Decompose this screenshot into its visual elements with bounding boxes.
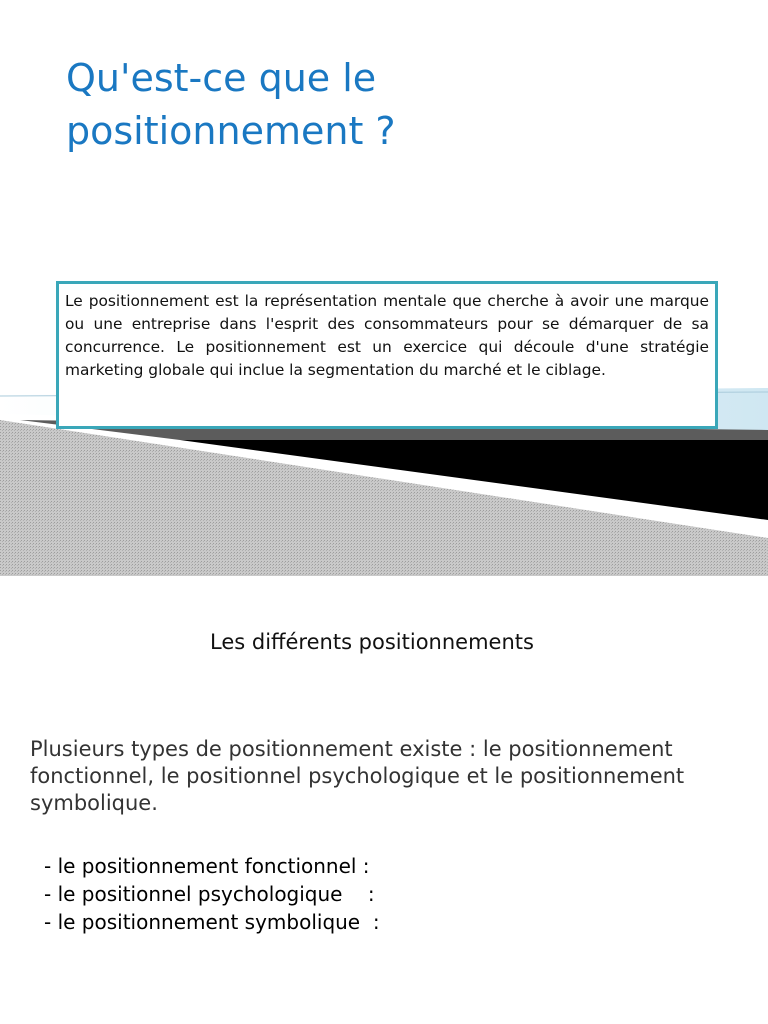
definition-text: Le positionnement est la représentation mentale que cherche à avoir une marque ou une entreprise dans l'esprit des consommateurs pour se démarquer de sa concurrence. Le positionnement est un exercice qui découle d'une stratégie marketing globale qui inclue la segmentation du marché et le ciblage. [65, 292, 709, 379]
positioning-types-list [44, 852, 380, 936]
intro-paragraph: Plusieurs types de positionnement existe : le positionnement fonctionnel, le positionnel psychologique et le positionnement symbolique. [30, 737, 685, 815]
list-item: - le positionnement fonctionnel : [44, 854, 370, 878]
definition-box [56, 281, 718, 429]
slide-2 [0, 576, 768, 1024]
slide-1-title: Qu'est-ce que le positionnement ? [66, 56, 396, 153]
list-item: - le positionnel psychologique : [44, 882, 375, 906]
list-item: - le positionnement symbolique : [44, 910, 380, 934]
slide-2-title: Les différents positionnements [210, 630, 534, 654]
